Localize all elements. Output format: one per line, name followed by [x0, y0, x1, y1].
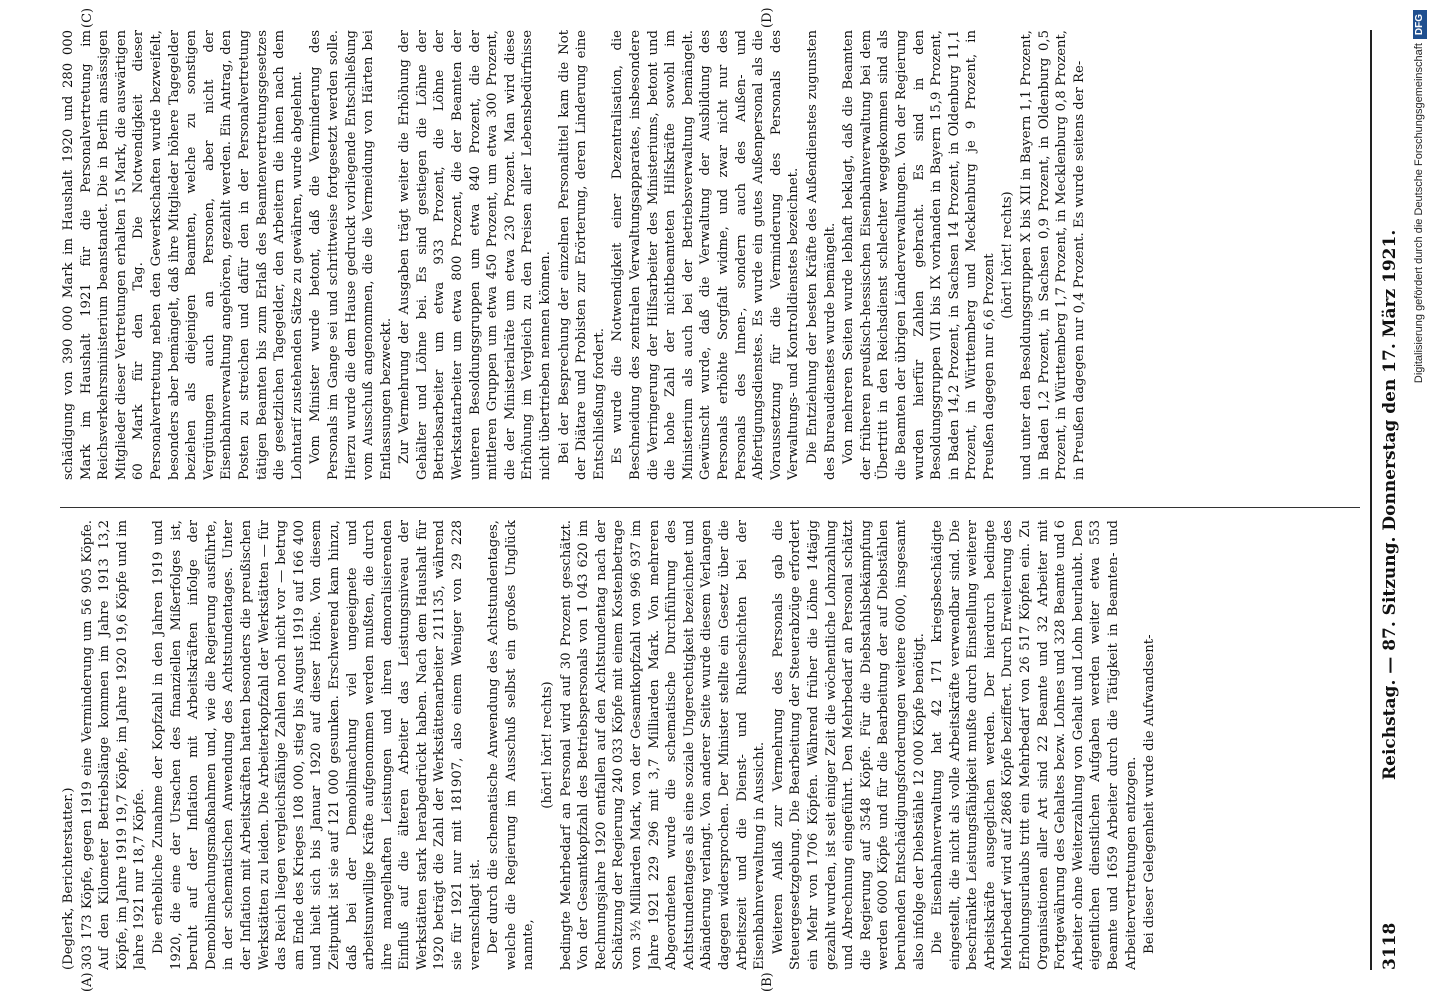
paragraph: bedingte Mehrbedarf an Personal wird auf 30 Prozent geschätzt. Von der Gesamtkopfzahl des Betriebspersonals von 1 043 620 im Rechnungsjahre 1920 entfallen auf den Achtstundentag nach der Schätzung der Regierung 240 033 Köpfe mit einem Kostenbetrage von 3½ Milliarden Mark, von der Gesamtkopfzahl von 996 937 im Jahre 1921 229 296 mit 3,7 Milliarden Mark. Von mehreren Abgeordneten wurde die schematische Durchführung des Achtstundentages als eine soziale Ungerechtigkeit bezeichnet und Abänderung verlangt. Von anderer Seite wurde diesem Verlangen dagegen widersprochen. Der Minister stellte ein Gesetz über die Arbeitszeit und die Dienst- und Ruheschichten bei der Eisenbahnverwaltung in Aussicht.: [558, 520, 768, 970]
margin-mark-b: (B): [760, 972, 775, 992]
page-number: 3118: [1380, 922, 1400, 970]
paragraph: schädigung von 390 000 Mark im Haushalt 1920 und 280 000 Mark im Haushalt 1921 für die Personalvertretung im Reichsverkehrsministerium beanstandet. Die in Berlin ansässigen Mitglieder dieser Vertretungen erhalten 15 Mark, die auswärtigen 60 Mark für den Tag. Die Notwendigkeit dieser Personalvertretung neben den Gewerkschaften wurde bezweifelt, besonders aber bemängelt, daß ihre Mitglieder höhere Tagegelder beziehen als diejenigen Beamten, welche zu sonstigen Vergütungen auch an Personen, aber nicht der Eisenbahnverwaltung angehören, gezahlt werden. Ein Antrag, den Posten zu streichen und dafür den in der Personalvertretung tätigen Beamten bis zum Erlaß des Beamtenvertretungsgesetzes die gesetzlichen Tagegelder, den Arbeitern die ihnen nach dem Lohntarif zustehenden Sätze zu gewähren, wurde abgelehnt.: [61, 30, 305, 480]
page-title: Reichstag. — 87. Sitzung. Donnerstag den 17. März 1921.: [1380, 229, 1400, 780]
speaker-note: (Deglerk, Berichterstatter.): [61, 787, 76, 970]
margin-mark-d: (D): [760, 7, 775, 28]
paragraph: Bei dieser Gelegenheit wurde die Aufwandsent-: [1142, 634, 1158, 954]
paragraph: Die erhebliche Zunahme der Kopfzahl in den Jahren 1919 und 1920, die eine der Ursachen des finanziellen Mißerfolges ist, beruht auf der Inflation mit Arbeitskräften infolge der Demobilmachungsmaßnahmen und, wie die Regierung ausführte, in der schematischen Anwendung des Achtstundentages. Unter der Inflation mit Arbeitskräften hatten besonders die preußischen Werkstätten zu leiden. Die Arbeiterkopfzahl der Werkstätten — für das Reich liegen vergleichsfähige Zahlen noch nicht vor — betrug am Ende des Krieges 108 000, stieg bis August 1919 auf 166 400 und hielt sich bis Januar 1920 auf dieser Höhe. Von diesem Zeitpunkt ist sie auf 121 000 gesunken. Erschwerend kam hinzu, daß bei der Demobilmachung viel ungeeignete und arbeitsunwillige Kräfte aufgenommen werden mußten, die durch ihre mangelhaften Leistungen und ihren demoralisierenden Einfluß auf die älteren Arbeiter das Leistungsniveau der Werkstätten stark herabgedrückt haben. Nach dem Haushalt für 1920 beträgt die Zahl der Werkstättenarbeiter 211135, während sie für 1921 nur mit 181907, also einem Weniger von 29 228 veranschlagt ist.: [150, 520, 483, 970]
paragraph: Weiteren Anlaß zur Vermehrung des Personals gab die Steuergesetzgebung. Die Bearbeitung der Steuerabzüge erfordert ein Mehr von 1706 Köpfen. Während früher die Löhne 14tägig gezahlt wurden, ist seit einiger Zeit die wöchentliche Lohnzahlung und Abrechnung eingeführt. Den Mehrbedarf an Personal schätzt die Regierung auf 3548 Köpfe. Für die Diebstahlsbekämpfung werden 6000 Köpfe und für die Bearbeitung der auf Diebstählen beruhenden Entschädigungsforderungen weitere 6000, insgesamt also infolge der Diebstähle 12 000 Köpfe benötigt.: [770, 520, 927, 970]
digitization-credit: [1405, 10, 1433, 990]
dfg-logo: DFG: [1413, 10, 1427, 39]
paragraph: Bei der Besprechung der einzelnen Personaltitel kam die Not der Diätare und Probisten zur Erörterung, deren Linderung eine Entschließung fordert.: [556, 30, 607, 480]
margin-mark-a: (A): [80, 972, 95, 992]
paragraph: 303 173 Köpfe, gegen 1919 eine Verminderung um 56 905 Köpfe. Auf den Kilometer Betriebslänge kommen im Jahre 1913 13,2 Köpfe, im Jahre 1919 19,7 Köpfe, im Jahre 1920 19,6 Köpfe und im Jahre 1921 nur 18,7 Köpfe.: [79, 520, 148, 970]
credit-text: Digitalisierung gefördert durch die Deutsche Forschungsgemeinschaft: [1413, 43, 1425, 384]
paragraph: Es wurde die Notwendigkeit einer Dezentralisation, die Beschneidung des zentralen Verwaltungsapparates, insbesondere die Verringerung der Hilfsarbeiter des Ministeriums, betont und die hohe Zahl der nichtbeamteten Hilfskräfte sowohl im Ministerium als auch bei der Betriebsverwaltung bemängelt. Gewünscht wurde, daß die Verwaltung der Ausbildung des Personals erhöhte Sorgfalt widme, und zwar nicht nur des Personals des Innen-, sondern auch des Außen- und Abfertigungsdienstes. Es wurde ein gutes Außenpersonal als die Voraussetzung für die Verminderung des Personals des Verwaltungs- und Kontrolldienstes bezeichnet.: [610, 30, 802, 480]
header-rule: [1370, 30, 1372, 970]
paragraph: Die Entziehung der besten Kräfte des Außendienstes zugunsten des Bureaudienstes wurde bemängelt.: [804, 30, 838, 480]
paragraph: Zur Vermehrung der Ausgaben trägt weiter die Erhöhung der Gehälter und Löhne bei. Es sind gestiegen die Löhne der Betriebsarbeiter um etwa 933 Prozent, die Löhne der Werkstattarbeiter um etwa 800 Prozent, die der Beamten der unteren Besoldungsgruppen um etwa 840 Prozent, die der mittleren Gruppen um etwa 450 Prozent, um etwa 300 Prozent, die der Ministerialräte um etwa 230 Prozent. Man wird diese Erhöhung im Vergleich zu den Preisen aller Lebensbedürfnisse nicht übertrieben nennen können.: [397, 30, 554, 480]
margin-mark-c: (C): [80, 7, 95, 28]
text-column-left: [60, 520, 1360, 970]
interjection: (hört! hört! rechts): [1000, 191, 1016, 319]
paragraph: Der durch die schematische Anwendung des Achtstundentages, welche die Regierung im Ausschuß selbst ein großes Unglück nannte,: [486, 520, 537, 970]
paragraph: Vom Minister wurde betont, daß die Verminderung des Personals im Gange sei und schrittweise fortgesetzt werden solle. Hierzu wurde die dem Hause gedruckt vorliegende Entschließung vom Ausschuß angenommen, die die Vermeidung von Härten bei Entlassungen bezweckt.: [308, 30, 394, 480]
paragraph: Die Eisenbahnverwaltung hat 42 171 kriegsbeschädigte eingestellt, die nicht als volle Arbeitskräfte verwendbar sind. Die beschränkte Leistungsfähigkeit mußte durch Einstellung weiterer Arbeitskräfte ausgeglichen werden. Der hierdurch bedingte Mehrbedarf wird auf 2868 Köpfe beziffert. Durch Erweiterung des Erholungsurlaubs tritt ein Mehrbedarf von 26 517 Köpfen ein. Zu Organisationen aller Art sind 22 Beamte und 32 Arbeiter mit Fortgewährung des Gehaltes bezw. Lohnes und 328 Beamte und 6 Arbeiter ohne Weiterzahlung von Gehalt und Lohn beurlaubt. Den eigentlichen dienstlichen Aufgaben werden weiter etwa 553 Beamte und 1659 Arbeiter durch die Tätigkeit in Beamten- und Arbeitervertretungen entzogen.: [930, 520, 1139, 970]
column-separator: [60, 507, 1360, 508]
interjection: (hört! hört! rechts): [540, 681, 556, 809]
paragraph: und unter den Besoldungsgruppen X bis XII in Bayern 1,1 Prozent, in Baden 1,2 Prozent, in Sachsen 0,9 Prozent, in Oldenburg 0,5 Prozent, in Württemberg 1,7 Prozent, in Mecklenburg 0,8 Prozent, in Preußen dagegen nur 0,4 Prozent. Es wurde seitens der Re-: [1019, 30, 1087, 480]
paragraph: Von mehreren Seiten wurde lebhaft beklagt, daß die Beamten der früheren preußisch-hessischen Eisenbahnverwaltung bei dem Übertritt in den Reichsdienst schlechter weggekommen sind als die Beamten der übrigen Länderverwaltungen. Von der Regierung wurden hierfür Zahlen gebracht. Es sind in den Besoldungsgruppen VII bis IX vorhanden in Bayern 15,9 Prozent, in Baden 14,2 Prozent, in Sachsen 14 Prozent, in Oldenburg 11,1 Prozent, in Württemberg und Mecklenburg je 9 Prozent, in Preußen dagegen nur 6,6 Prozent: [841, 30, 997, 480]
text-column-right: [60, 30, 1360, 480]
